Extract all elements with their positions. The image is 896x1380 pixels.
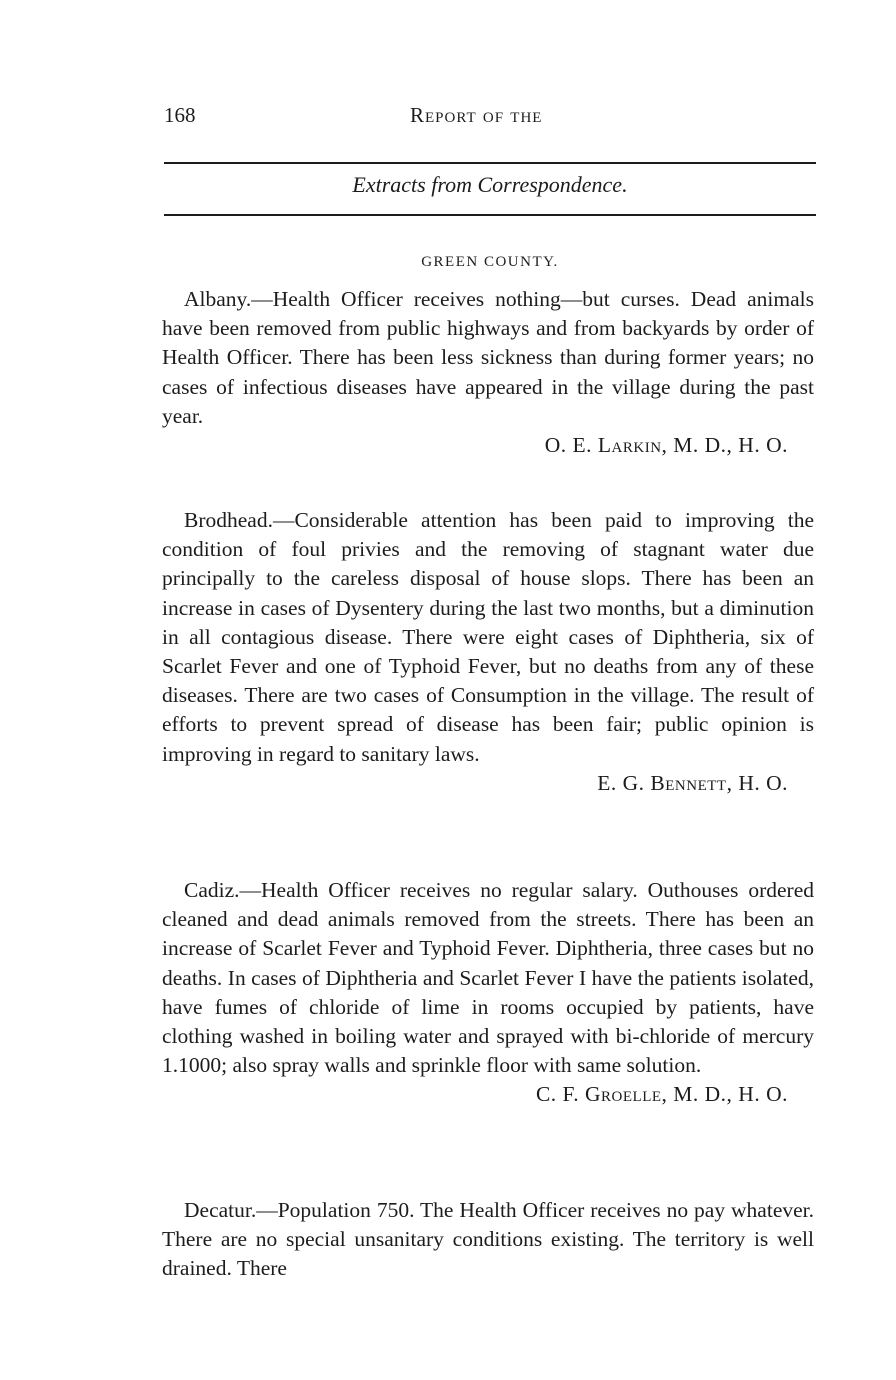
entry-text: Decatur.—Population 750. The Health Officer receives no pay whatever. There are no special unsanitary conditions existing. The territory is well drained. There — [162, 1198, 814, 1281]
entry-decatur — [162, 1196, 814, 1284]
section-title: Extracts from Correspondence. — [352, 172, 628, 197]
entry-text: Cadiz.—Health Officer receives no regular salary. Outhouses ordered cleaned and dead animals removed from the streets. There has been an increase of Scarlet Fever and Typhoid Fever. Diphtheria, three cases but no deaths. In cases of Diphtheria and Scarlet Fever I have the patients isolated, have fumes of chloride of lime in rooms occupied by patients, have clothing washed in boiling water and sprayed with bi-chloride of mercury 1.1000; also spray walls and sprinkle floor with same solution. — [162, 878, 814, 1078]
bottom-rule — [164, 214, 816, 216]
entry-text: Brodhead.—Considerable attention has been paid to improving the condition of foul privies and the removing of stagnant water due principally to the careless disposal of house slops. There has been an increase in cases of Dysentery during the last two months, but a diminution in all contagious disease. There were eight cases of Diphtheria, six of Scarlet Fever and one of Typhoid Fever, but no deaths from any of these diseases. There are two cases of Consumption in the village. The result of efforts to prevent spread of disease has been fair; public opinion is improving in regard to sanitary laws. — [162, 508, 814, 766]
top-rule — [164, 162, 816, 164]
running-head: Report of the — [410, 103, 543, 127]
entry-signature: C. F. Groelle, M. D., H. O. — [535, 1082, 788, 1107]
county-heading: GREEN COUNTY. — [421, 254, 559, 270]
page-header — [164, 103, 816, 133]
entry-brodhead — [162, 506, 814, 798]
entry-albany — [162, 285, 814, 460]
entry-text: Albany.—Health Officer receives nothing—but curses. Dead animals have been removed from public highways and from backyards by order of Health Officer. There has been less sickness than during former years; no cases of infectious diseases have appeared in the village during the past year. — [162, 287, 814, 428]
entry-signature: O. E. Larkin, M. D., H. O. — [544, 433, 788, 458]
entry-cadiz — [162, 876, 814, 1110]
entry-signature: E. G. Bennett, H. O. — [597, 770, 788, 795]
page-number: 168 — [164, 103, 196, 127]
